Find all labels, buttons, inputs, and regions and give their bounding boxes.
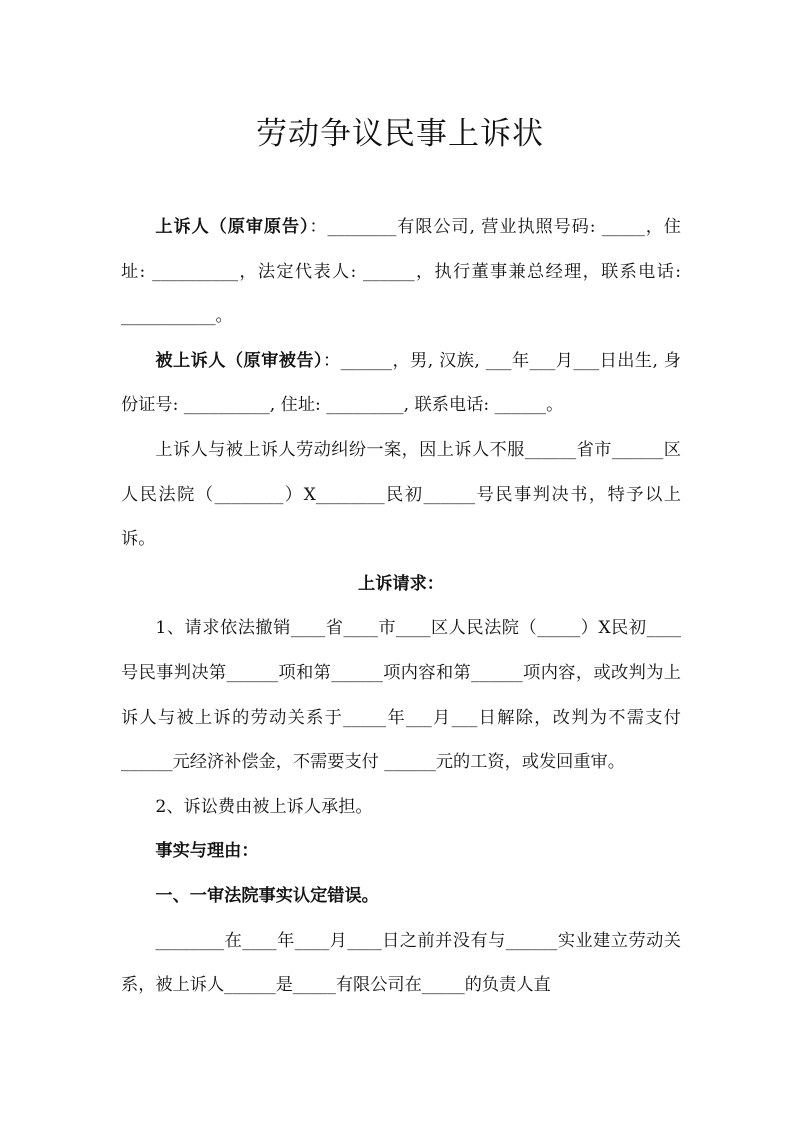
appellant-label: 上诉人（原审原告） <box>155 217 310 237</box>
section-1-heading: 一、一审法院事实认定错误。 <box>155 885 379 906</box>
request-item-2: 2、诉讼费由被上诉人承担。 <box>155 796 373 817</box>
appellant-text: ：________有限公司, 营业执照号码: _____，住址: __________，法定代表人: ______，执行董事兼总经理，联系电话: ___________。 <box>121 217 681 327</box>
document-body <box>121 205 681 1008</box>
request-item-1: 1、请求依法撤销____省____市____区人民法院（_____）X民初____号民事判决第______项和第______项内容和第______项内容，或改判为上诉人与被上诉的劳动关系于_____年___月___日解除，改判为不需支付 ______元经济补偿金，不需要支付 ______元的工资，或发回重审。 <box>121 618 681 773</box>
appellant-paragraph <box>121 205 681 339</box>
requests-heading: 上诉请求： <box>358 573 444 594</box>
intro-paragraph: 上诉人与被上诉人劳动纠纷一案，因上诉人不服______省市______区人民法院（________）X________民初______号民事判决书，特予以上诉。 <box>121 439 681 550</box>
appellee-text: ：______，男, 汉族, ___年___月___日出生, 身份证号: __________, 住址: _________, 联系电话: ______。 <box>121 350 681 416</box>
appellee-paragraph <box>121 339 681 428</box>
appellee-label: 被上诉人（原审被告） <box>155 350 323 371</box>
section-1-text: ________在____年____月____日之前并没有与______实业建立劳动关系，被上诉人______是_____有限公司在_____的负责人直 <box>121 930 681 996</box>
facts-heading: 事实与理由： <box>155 841 259 862</box>
document-title: 劳动争议民事上诉状 <box>256 116 544 152</box>
